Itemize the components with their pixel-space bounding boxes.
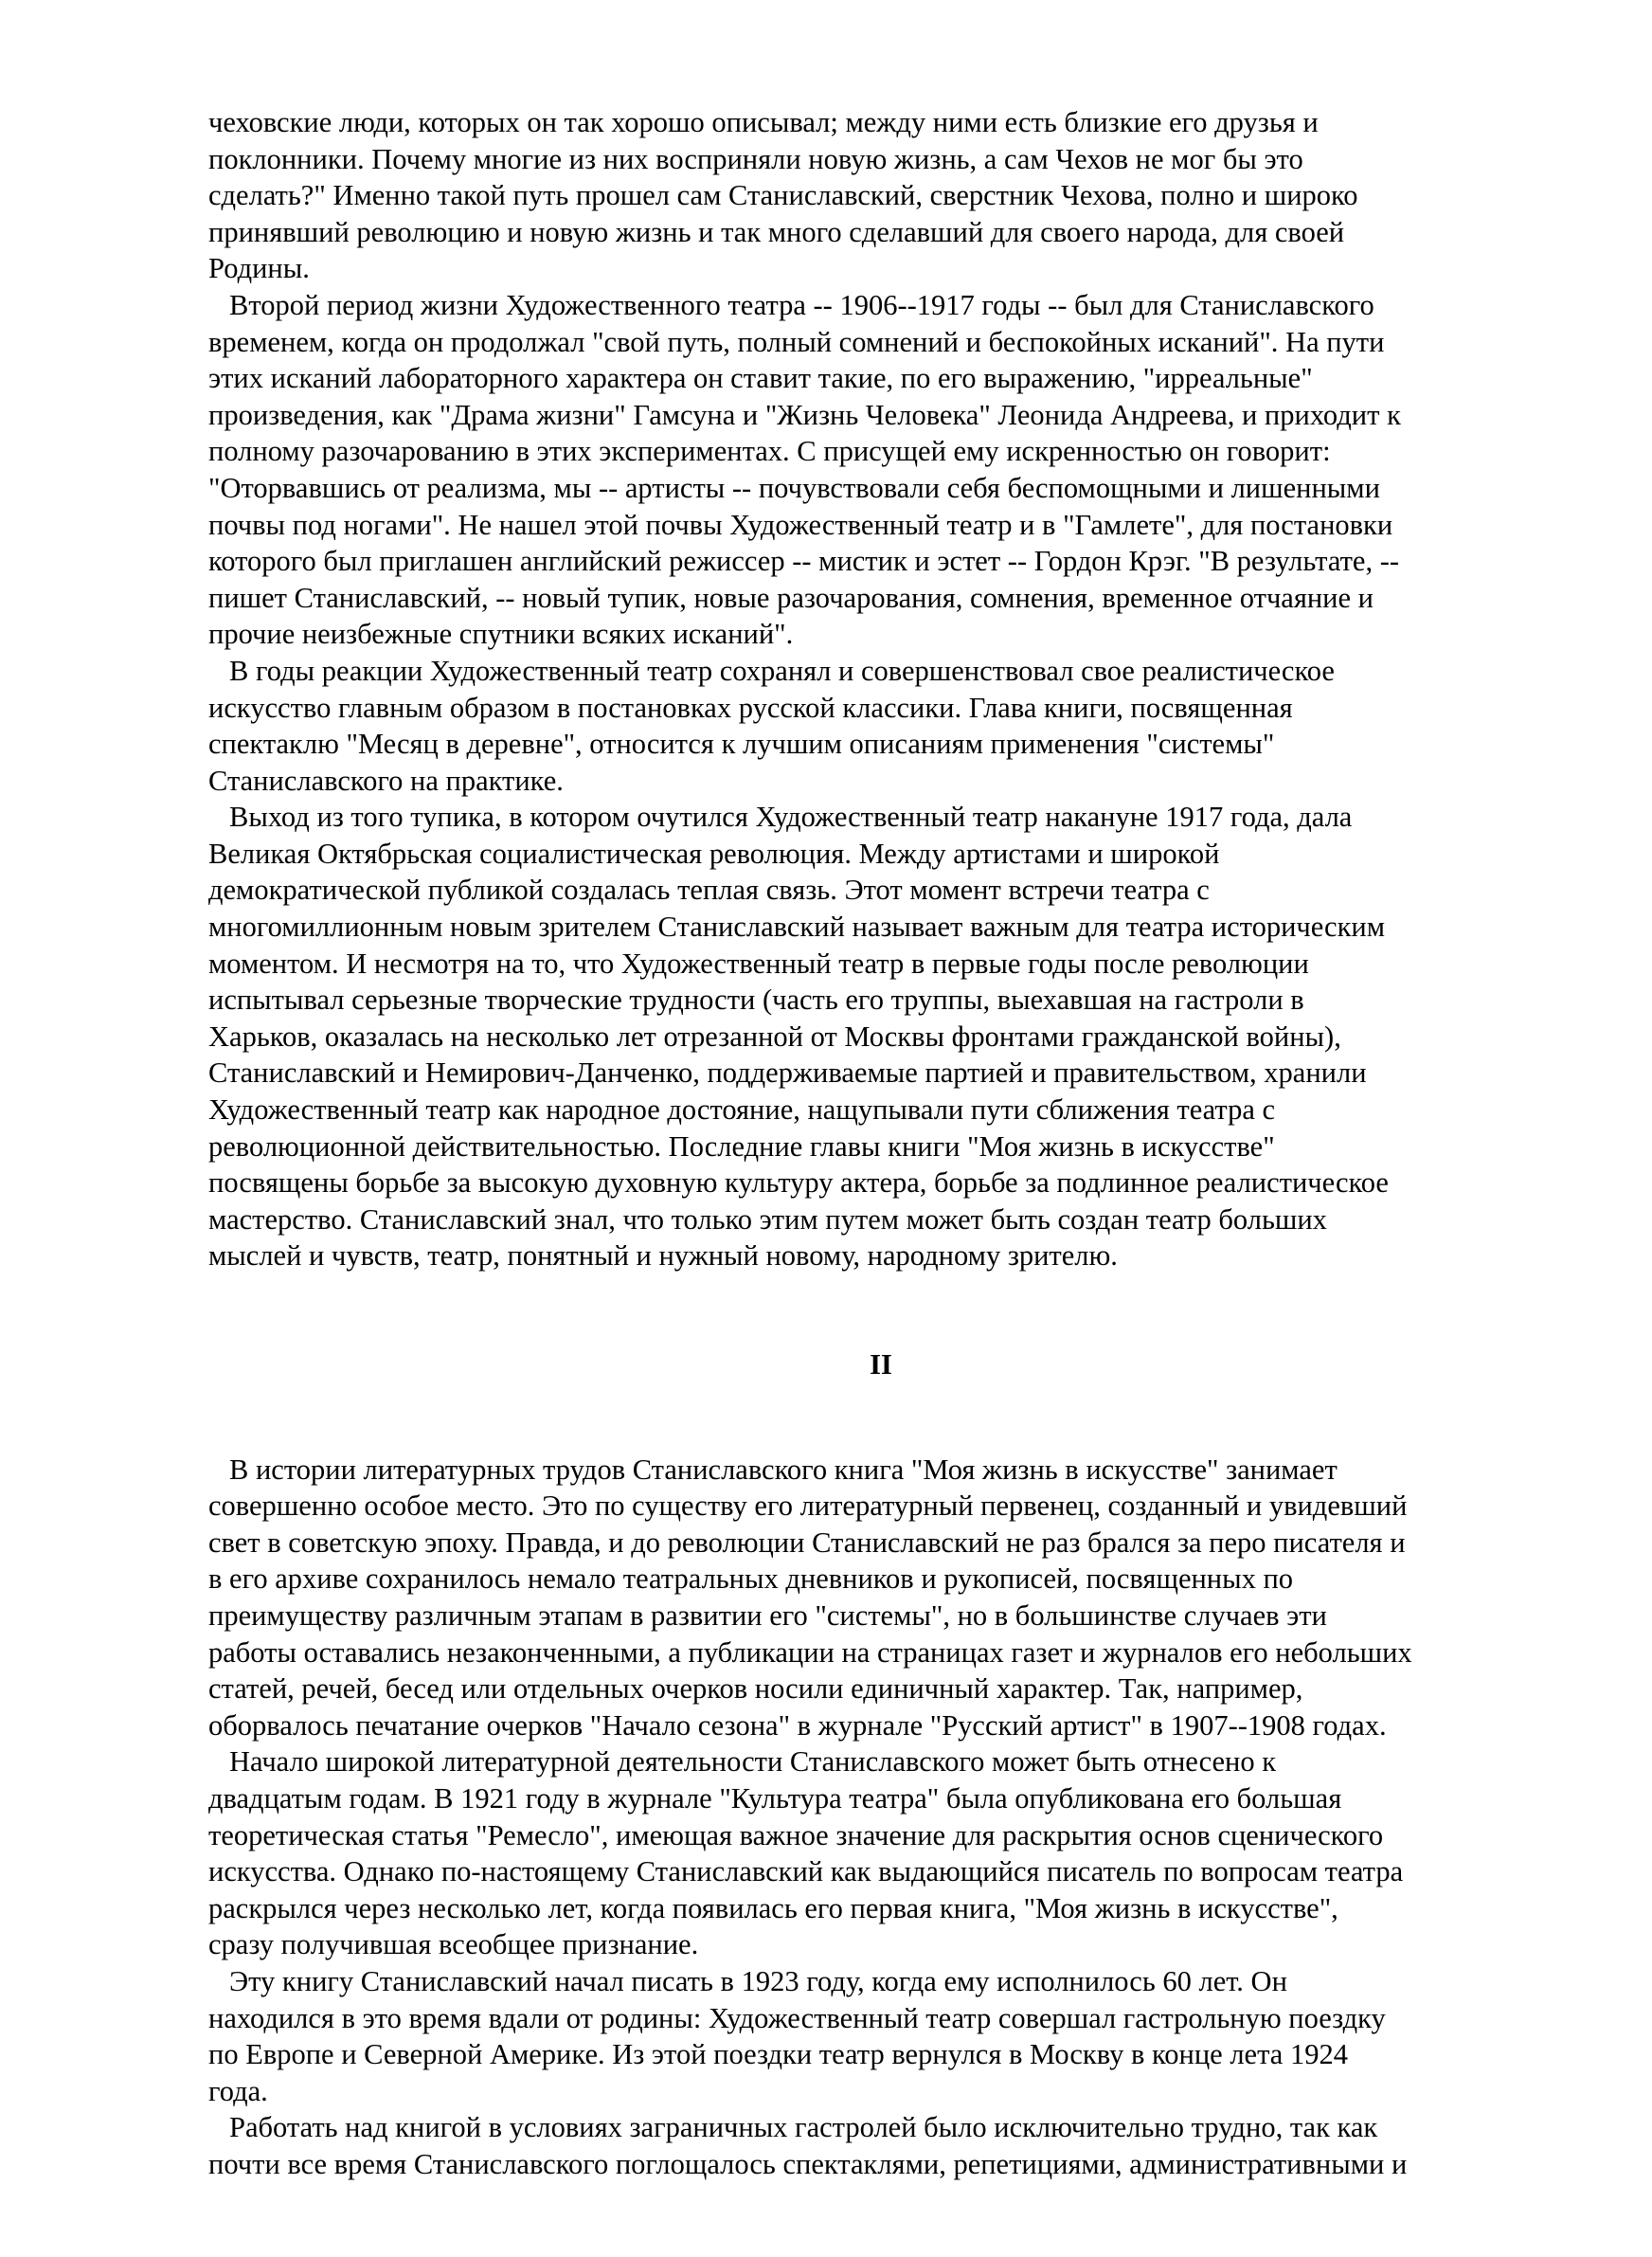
text-line: сделать?" Именно такой путь прошел сам Станиславский, сверстник Чехова, полно и широко bbox=[208, 179, 1358, 212]
text-line: спектаклю "Месяц в деревне", относится к лучшим описаниям применения "системы" bbox=[208, 728, 1275, 761]
text-line: посвящены борьбе за высокую духовную культуру актера, борьбе за подлинное реалистическое bbox=[208, 1166, 1389, 1200]
text-line: моментом. И несмотря на то, что Художественный театр в первые годы после революции bbox=[208, 947, 1309, 980]
text-line: совершенно особое место. Это по существу его литературный первенец, созданный и увидевший bbox=[208, 1490, 1408, 1523]
text-line: преимуществу различным этапам в развитии его "системы", но в большинстве случаев эти bbox=[208, 1598, 1327, 1632]
paragraph bbox=[208, 287, 1553, 653]
text-line: года. bbox=[208, 2074, 268, 2107]
text-line: почти все время Станиславского поглощалось спектаклями, репетициями, административными и bbox=[208, 2147, 1408, 2180]
text-line: которого был приглашен английский режиссер -- мистик и эстет -- Гордон Крэг. "В результате, -- bbox=[208, 545, 1400, 578]
text-line: Станиславский и Немирович-Данченко, поддерживаемые партией и правительством, хранили bbox=[208, 1056, 1367, 1090]
text-line: испытывал серьезные творческие трудности (часть его труппы, выехавшая на гастроли в bbox=[208, 984, 1304, 1017]
text-line: Второй период жизни Художественного театра -- 1906--1917 годы -- был для Станиславского bbox=[229, 288, 1374, 321]
text-line: принявший революцию и новую жизнь и так много сделавший для своего народа, для своей bbox=[208, 215, 1345, 248]
text-line: полному разочарованию в этих экспериментах. С присущей ему искренностью он говорит: bbox=[208, 435, 1331, 468]
text-line: этих исканий лабораторного характера он ставит такие, по его выражению, "ирреальные" bbox=[208, 362, 1313, 395]
text-line: оборвалось печатание очерков "Начало сезона" в журнале "Русский артист" в 1907--1908 годах. bbox=[208, 1708, 1387, 1742]
text-line: свет в советскую эпоху. Правда, и до революции Станиславский не раз брался за перо писателя и bbox=[208, 1526, 1406, 1559]
text-line: по Европе и Северной Америке. Из этой поездки театр вернулся в Москву в конце лета 1924 bbox=[208, 2038, 1348, 2071]
text-line: В годы реакции Художественный театр сохранял и совершенствовал свое реалистическое bbox=[229, 654, 1335, 687]
text-line: двадцатым годам. В 1921 году в журнале "Культура театра" была опубликована его большая bbox=[208, 1781, 1342, 1815]
text-line: поклонники. Почему многие из них восприняли новую жизнь, а сам Чехов не мог бы это bbox=[208, 142, 1303, 175]
text-line: революционной действительностью. Последние главы книги "Моя жизнь в искусстве" bbox=[208, 1129, 1275, 1163]
paragraph bbox=[208, 653, 1553, 799]
text-line: прочие неизбежные спутники всяких исканий". bbox=[208, 618, 794, 651]
text-line: мастерство. Станиславский знал, что только этим путем может быть создан театр больших bbox=[208, 1202, 1327, 1236]
text-line: раскрылся через несколько лет, когда появилась его первая книга, "Моя жизнь в искусстве", bbox=[208, 1891, 1338, 1924]
text-line: "Оторвавшись от реализма, мы -- артисты -- почувствовали себя беспомощными и лишенными bbox=[208, 471, 1380, 504]
text-line: многомиллионным новым зрителем Станиславский называет важным для театра историческим bbox=[208, 911, 1386, 944]
paragraph bbox=[208, 1743, 1553, 1963]
text-line: чеховские люди, которых он так хорошо описывал; между ними есть близкие его друзья и bbox=[208, 106, 1319, 138]
text-line: находился в это время вдали от родины: Художественный театр совершал гастрольную поездку bbox=[208, 2001, 1386, 2034]
document-page bbox=[208, 104, 1553, 2182]
text-line: Работать над книгой в условиях заграничных гастролей было исключительно трудно, так как bbox=[229, 2111, 1378, 2144]
text-line: Станиславского на практике. bbox=[208, 764, 564, 797]
text-line: Художественный театр как народное достояние, нащупывали пути сближения театра с bbox=[208, 1093, 1276, 1127]
text-line: временем, когда он продолжал "свой путь, полный сомнений и беспокойных исканий". На пути bbox=[208, 325, 1385, 358]
paragraph bbox=[208, 1963, 1553, 2109]
text-line: статей, речей, бесед или отдельных очерков носили единичный характер. Так, например, bbox=[208, 1672, 1303, 1706]
text-line: В истории литературных трудов Станиславского книга "Моя жизнь в искусстве" занимает bbox=[229, 1453, 1338, 1486]
text-line: искусство главным образом в постановках русской классики. Глава книги, посвященная bbox=[208, 691, 1293, 724]
text-line: Родины. bbox=[208, 252, 310, 285]
text-line: Великая Октябрьская социалистическая революция. Между артистами и широкой bbox=[208, 837, 1220, 870]
paragraph bbox=[208, 1452, 1553, 1744]
paragraph bbox=[208, 799, 1553, 1274]
text-line: почвы под ногами". Не нашел этой почвы Художественный театр и в "Гамлете", для постановки bbox=[208, 508, 1393, 541]
paragraph bbox=[208, 2109, 1553, 2182]
section-heading: II bbox=[870, 1348, 892, 1381]
text-line: искусства. Однако по-настоящему Станиславский как выдающийся писатель по вопросам театра bbox=[208, 1855, 1404, 1888]
text-section-before bbox=[208, 104, 1553, 1274]
text-line: произведения, как "Драма жизни" Гамсуна и "Жизнь Человека" Леонида Андреева, и приходит к bbox=[208, 398, 1401, 431]
text-line: Эту книгу Станиславский начал писать в 1923 году, когда ему исполнилось 60 лет. Он bbox=[229, 1964, 1287, 1997]
text-line: пишет Станиславский, -- новый тупик, новые разочарования, сомнения, временное отчаяние и bbox=[208, 581, 1374, 614]
text-line: в его архиве сохранилось немало театральных дневников и рукописей, посвященных по bbox=[208, 1562, 1294, 1596]
text-line: Харьков, оказалась на несколько лет отрезанной от Москвы фронтами гражданской войны), bbox=[208, 1020, 1341, 1053]
paragraph bbox=[208, 104, 1553, 287]
text-line: теоретическая статья "Ремесло", имеющая важное значение для раскрытия основ сценического bbox=[208, 1818, 1384, 1851]
text-line: мыслей и чувств, театр, понятный и нужный новому, народному зрителю. bbox=[208, 1239, 1118, 1273]
text-line: Начало широкой литературной деятельности Станиславского может быть отнесено к bbox=[229, 1745, 1277, 1779]
text-line: работы оставались незаконченными, а публикации на страницах газет и журналов его небольших bbox=[208, 1635, 1412, 1669]
text-line: Выход из того тупика, в котором очутился Художественный театр накануне 1917 года, дала bbox=[229, 801, 1353, 834]
text-line: демократической публикой создалась теплая связь. Этот момент встречи театра с bbox=[208, 874, 1210, 907]
text-line: сразу получившая всеобщее признание. bbox=[208, 1928, 699, 1961]
text-section-after bbox=[208, 1452, 1553, 2183]
